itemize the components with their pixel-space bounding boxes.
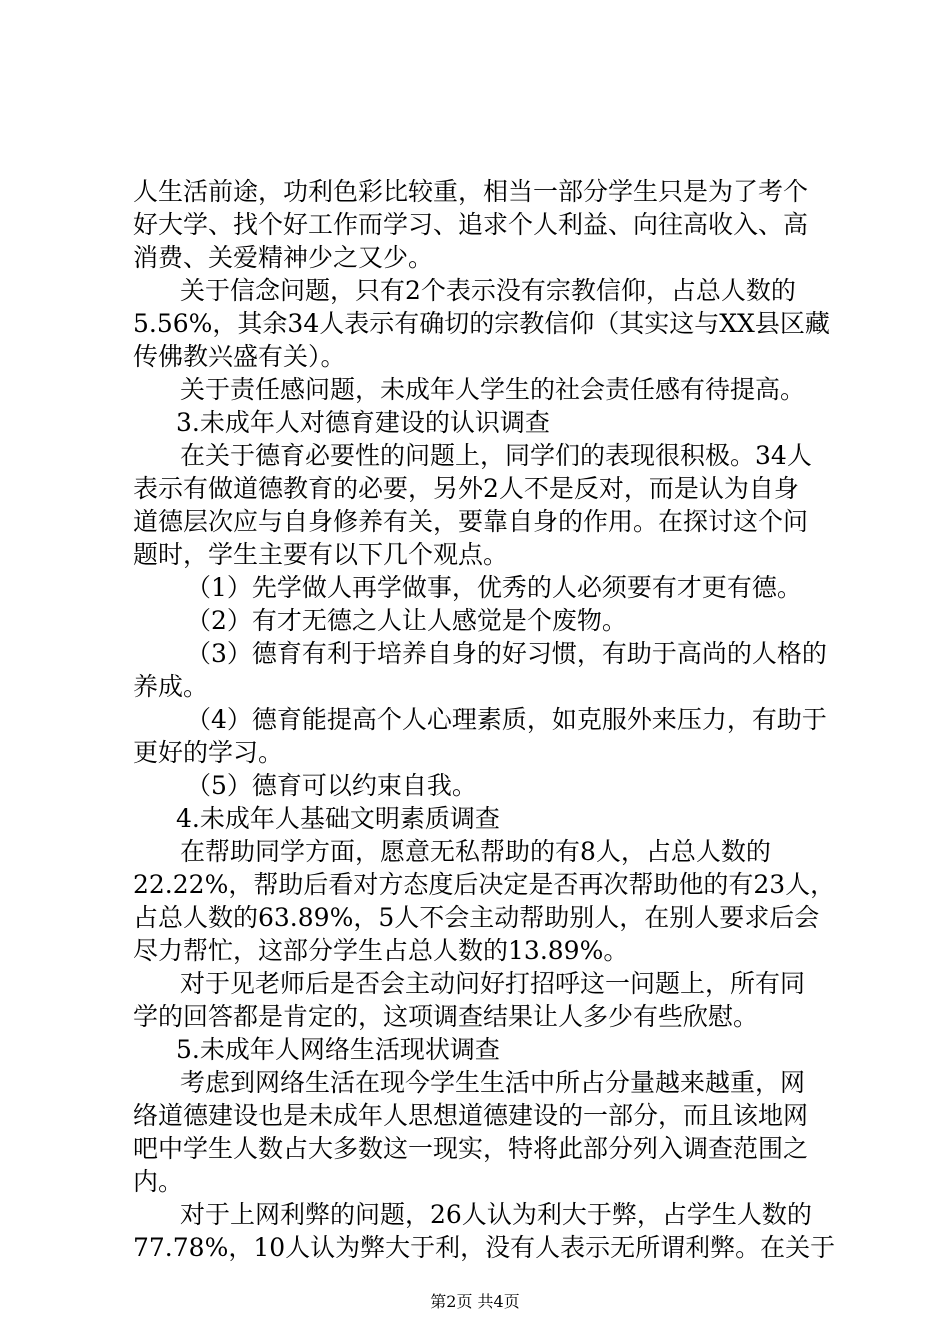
text-line: 在帮助同学方面，愿意无私帮助的有8人，占总人数的 (180, 837, 771, 866)
text-line: 对于见老师后是否会主动问好打招呼这一问题上，所有同 (180, 969, 806, 998)
text-line: 在关于德育必要性的问题上，同学们的表现很积极。34人 (180, 441, 812, 470)
text-line: 对于上网利弊的问题，26人认为利大于弊，占学生人数的 (180, 1200, 812, 1229)
text-line: 络道德建设也是未成年人思想道德建设的一部分，而且该地网 (133, 1101, 809, 1130)
text-line: 学的回答都是肯定的，这项调查结果让人多少有些欣慰。 (133, 1002, 759, 1031)
text-line: 关于责任感问题，未成年人学生的社会责任感有待提高。 (180, 375, 806, 404)
text-line: 77.78%，10人认为弊大于利，没有人表示无所谓利弊。在关于 (133, 1233, 836, 1262)
list-item: （5）德育可以约束自我。 (186, 771, 477, 800)
text-line: 消费、关爱精神少之又少。 (133, 243, 434, 272)
section-heading: 3.未成年人对德育建设的认识调查 (176, 408, 550, 437)
text-line: 题时，学生主要有以下几个观点。 (133, 540, 509, 569)
list-item: （4）德育能提高个人心理素质，如克服外来压力，有助于 (186, 705, 827, 734)
text-line: 道德层次应与自身修养有关，要靠自身的作用。在探讨这个问 (133, 507, 809, 536)
text-line: 养成。 (133, 672, 209, 701)
text-line: 考虑到网络生活在现今学生生活中所占分量越来越重，网 (180, 1068, 806, 1097)
text-line: 更好的学习。 (133, 738, 284, 767)
text-line: 人生活前途，功利色彩比较重，相当一部分学生只是为了考个 (133, 177, 809, 206)
text-line: 好大学、找个好工作而学习、追求个人利益、向往高收入、高 (133, 210, 809, 239)
text-line: 占总人数的63.89%，5人不会主动帮助别人，在别人要求后会 (133, 903, 820, 932)
page-footer: 第2页 共4页 (430, 1292, 520, 1311)
text-line: 传佛教兴盛有关）。 (133, 342, 346, 371)
text-line: 关于信念问题，只有2个表示没有宗教信仰，占总人数的 (180, 276, 796, 305)
text-line: 22.22%，帮助后看对方态度后决定是否再次帮助他的有23人， (133, 870, 836, 899)
text-line: 尽力帮忙，这部分学生占总人数的13.89%。 (133, 936, 629, 965)
list-item: （1）先学做人再学做事，优秀的人必须要有才更有德。 (186, 573, 802, 602)
list-item: （3）德育有利于培养自身的好习惯，有助于高尚的人格的 (186, 639, 827, 668)
list-item: （2）有才无德之人让人感觉是个废物。 (186, 606, 627, 635)
text-line: 5.56%，其余34人表示有确切的宗教信仰（其实这与XX县区藏 (133, 309, 830, 338)
section-heading: 4.未成年人基础文明素质调查 (176, 804, 500, 833)
text-line: 吧中学生人数占大多数这一现实，特将此部分列入调查范围之 (133, 1134, 809, 1163)
text-line: 内。 (133, 1167, 184, 1196)
text-line: 表示有做道德教育的必要，另外2人不是反对，而是认为自身 (133, 474, 799, 503)
section-heading: 5.未成年人网络生活现状调查 (176, 1035, 500, 1064)
